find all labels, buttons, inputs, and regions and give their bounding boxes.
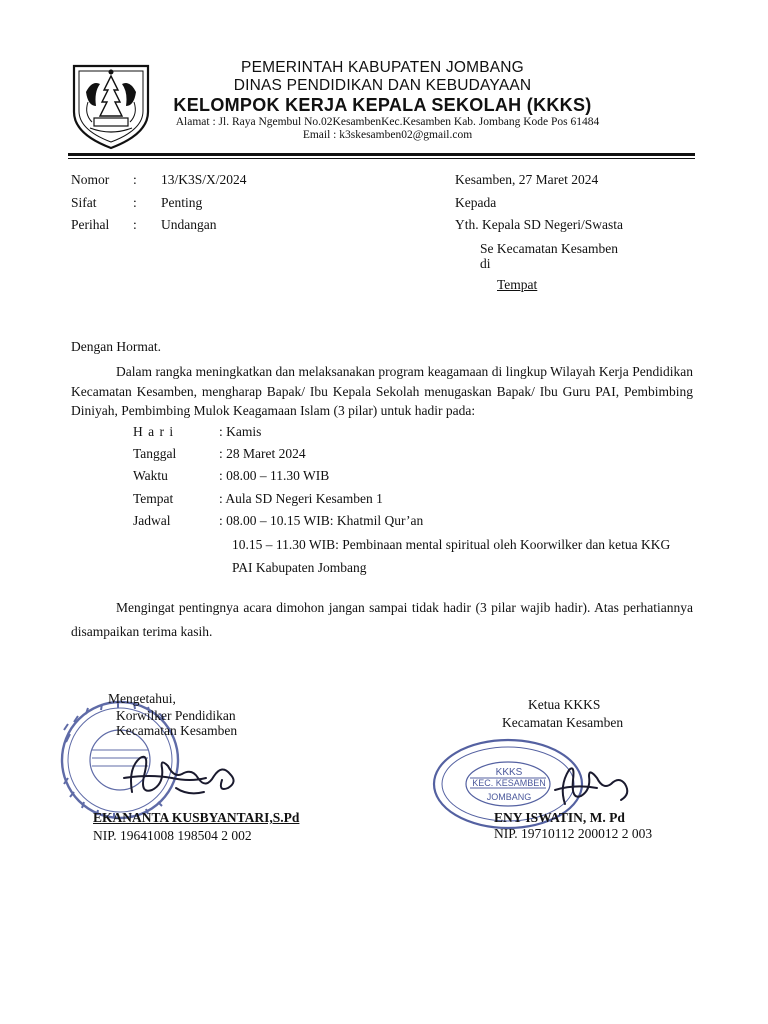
nomor-label: Nomor <box>71 172 110 187</box>
jadwal-label: Jadwal <box>133 513 171 528</box>
left-signer-nip: NIP. 19641008 198504 2 002 <box>93 828 252 843</box>
tanggal-label: Tanggal <box>133 446 177 461</box>
waktu-label: Waktu <box>133 468 168 483</box>
svg-text:JOMBANG: JOMBANG <box>486 792 532 802</box>
tanggal-value: : 28 Maret 2024 <box>219 446 306 461</box>
hari-value: : Kamis <box>219 424 262 439</box>
hari-label: H a r i <box>133 424 175 439</box>
perihal-value: Undangan <box>161 217 217 232</box>
recipient-kecamatan: Se Kecamatan Kesamben <box>480 241 618 256</box>
jadwal-value: : 08.00 – 10.15 WIB: Khatmil Qur’an <box>219 513 424 528</box>
jadwal-line-3: PAI Kabupaten Jombang <box>232 560 367 575</box>
korwilker-signature-icon <box>110 748 250 804</box>
jadwal-line-2: 10.15 – 11.30 WIB: Pembinaan mental spiritual oleh Koorwilker dan ketua KKG <box>232 537 671 552</box>
place-date: Kesamben, 27 Maret 2024 <box>455 172 599 187</box>
invitation-paragraph: Dalam rangka meningkatkan dan melaksanakan program keagamaan di lingkup Wilayah Kerja Pendidikan Kecamatan Kesamben, mengharap Bapak/ Ibu Kepala Sekolah menugaskan Bapak/ Ibu Guru PAI, Pembimbing Diniyah, Pembimbing Mulok Keagamaan Islam (3 pilar) untuk hadir pada: <box>71 364 693 418</box>
regency-emblem-icon <box>70 62 152 150</box>
kkks-signature-icon <box>545 762 635 812</box>
letterhead-organization: KELOMPOK KERJA KEPALA SEKOLAH (KKKS) <box>173 95 592 115</box>
tempat-label: Tempat <box>133 491 174 506</box>
letterhead-government: PEMERINTAH KABUPATEN JOMBANG <box>241 59 524 76</box>
letterhead-email: Email : k3skesamben02@gmail.com <box>302 129 473 141</box>
svg-text:KKKS: KKKS <box>495 767 523 778</box>
recipient-kepada: Kepada <box>455 195 497 210</box>
right-signer-nip: NIP. 19710112 200012 2 003 <box>494 826 653 841</box>
left-signer-name: EKANANTA KUSBYANTARI,S.Pd <box>93 810 300 825</box>
right-role-1: Ketua KKKS <box>528 697 601 712</box>
right-role-2: Kecamatan Kesamben <box>502 715 624 730</box>
svg-text:KEC. KESAMBEN: KEC. KESAMBEN <box>472 778 546 788</box>
recipient-yth: Yth. Kepala SD Negeri/Swasta <box>455 217 623 232</box>
perihal-label: Perihal <box>71 217 110 232</box>
recipient-di: di <box>480 256 491 271</box>
tempat-value: : Aula SD Negeri Kesamben 1 <box>219 491 383 506</box>
waktu-value: : 08.00 – 11.30 WIB <box>219 468 330 483</box>
sifat-label: Sifat <box>71 195 97 210</box>
salutation: Dengan Hormat. <box>71 339 161 354</box>
letterhead-department: DINAS PENDIDIKAN DAN KEBUDAYAAN <box>233 77 532 94</box>
sifat-colon: : <box>133 195 137 210</box>
nomor-value: 13/K3S/X/2024 <box>161 172 247 187</box>
perihal-colon: : <box>133 217 137 232</box>
letterhead-thick-rule <box>68 153 695 156</box>
nomor-colon: : <box>133 172 137 187</box>
sifat-value: Penting <box>161 195 203 210</box>
letterhead-thin-rule <box>68 158 695 159</box>
recipient-tempat: Tempat <box>497 277 538 292</box>
left-role-2: Kecamatan Kesamben <box>116 723 238 738</box>
closing-paragraph: Mengingat pentingnya acara dimohon jangan sampai tidak hadir (3 pilar wajib hadir). Atas perhatiannya disampaikan terima kasih. <box>71 600 693 639</box>
left-role-1: Korwilker Pendidikan <box>116 708 236 723</box>
letterhead-address: Alamat : Jl. Raya Ngembul No.02KesambenKec.Kesamben Kab. Jombang Kode Pos 61484 <box>175 116 600 128</box>
left-mengetahui: Mengetahui, <box>108 691 176 706</box>
right-signer-name: ENY ISWATIN, M. Pd <box>494 810 625 825</box>
